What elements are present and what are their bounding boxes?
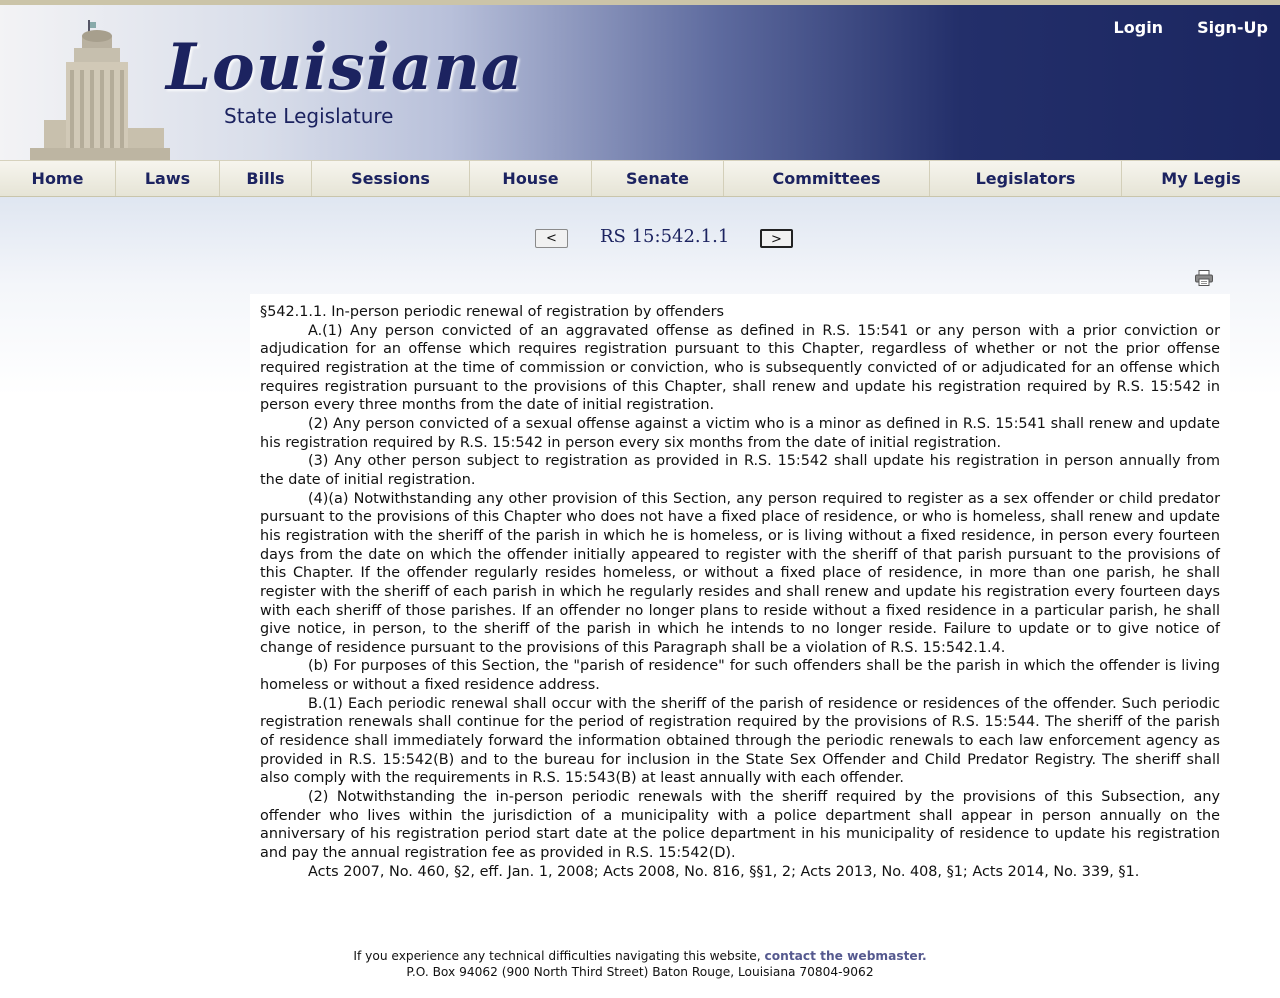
nav-item-bills[interactable]: Bills (220, 161, 312, 196)
nav-item-legislators[interactable]: Legislators (930, 161, 1122, 196)
law-text (260, 303, 1220, 881)
nav-item-sessions[interactable]: Sessions (312, 161, 470, 196)
header-top-border (0, 0, 1280, 5)
law-citation-title: RS 15:542.1.1 (600, 226, 730, 247)
paragraph-a4a: (4)(a) Notwithstanding any other provision of this Section, any person required to register as a sex offender or child predator pursuant to the provisions of this Chapter who does not have a fixed place of residence, or who is homeless, shall renew and update his registration with the sheriff of the parish in which he is homeless, or is living without a fixed residence, in person every fourteen days from the date on which the offender initially appeared to register with the sheriff of that parish pursuant to the provisions of this Chapter. If the offender regularly resides homeless, or without a fixed place of residence, in more than one parish, he shall register with the sheriff of each parish in which he regularly resides and shall renew and update his registration every fourteen days with each sheriff of those parishes. If an offender no longer plans to reside without a fixed residence in a particular parish, he shall give notice, in person, to the sheriff of the parish in which he intends to no longer reside. Failure to update or to give notice of change of residence pursuant to the provisions of this Paragraph shall be a violation of R.S. 15:542.1.4. (260, 490, 1220, 656)
signup-link[interactable]: Sign-Up (1197, 18, 1268, 37)
paragraph-b1: B.(1) Each periodic renewal shall occur with the sheriff of the parish of residence or residences of the offender. Such periodic registration renewals shall continue for the period of registration required by the provisions of R.S. 15:544. The sheriff of the parish of residence shall immediately forward the information obtained through the periodic renewals to each law enforcement agency as provided in R.S. 15:542(B) and to the bureau for inclusion in the State Sex Offender and Child Predator Registry. The sheriff shall also comply with the requirements in R.S. 15:543(B) at least annually with each offender. (260, 695, 1220, 787)
next-section-button[interactable]: > (760, 229, 793, 248)
logo-script-text: Louisiana (166, 30, 524, 105)
logo-subtitle: State Legislature (224, 104, 394, 128)
footer-help-text: If you experience any technical difficulties navigating this website, (353, 949, 761, 963)
footer-address: P.O. Box 94062 (900 North Third Street) Baton Rouge, Louisiana 70804-9062 (406, 965, 874, 979)
nav-item-committees[interactable]: Committees (724, 161, 930, 196)
nav-item-senate[interactable]: Senate (592, 161, 724, 196)
paragraph-a2: (2) Any person convicted of a sexual offense against a victim who is a minor as defined in R.S. 15:541 shall renew and update his registration required by R.S. 15:542 in person every six months from the date of initial registration. (260, 415, 1220, 451)
paragraph-a3: (3) Any other person subject to registration as provided in R.S. 15:542 shall update his registration in person annually from the date of initial registration. (260, 453, 1220, 488)
previous-section-button[interactable]: < (535, 229, 568, 248)
contact-webmaster-link[interactable]: contact the webmaster. (764, 949, 927, 963)
nav-item-home[interactable]: Home (0, 161, 116, 196)
main-nav (0, 160, 1280, 197)
law-pager (535, 226, 797, 250)
nav-item-house[interactable]: House (470, 161, 592, 196)
printer-icon[interactable] (1195, 270, 1213, 286)
section-heading: §542.1.1. In-person periodic renewal of registration by offenders (260, 304, 725, 320)
paragraph-a1: A.(1) Any person convicted of an aggravated offense as defined in R.S. 15:541 or any person with a prior conviction or adjudication for an offense which requires registration pursuant to this Chapter, regardless of whether or not the prior offense required registration at the time of commission or conviction, who is subsequently convicted of or adjudicated for an offense which requires registration pursuant to the provisions of this Chapter, shall renew and update his registration required by R.S. 15:542 in person every three months from the date of initial registration. (260, 322, 1220, 414)
site-header (0, 0, 1280, 160)
login-link[interactable]: Login (1113, 18, 1164, 37)
nav-item-laws[interactable]: Laws (116, 161, 220, 196)
account-links (1114, 18, 1268, 37)
nav-item-my-legis[interactable]: My Legis (1161, 169, 1241, 188)
paragraph-b2: (2) Notwithstanding the in-person periodic renewals with the sheriff required by the provisions of this Subsection, any offender who lives within the jurisdiction of a municipality with a police department shall appear in person annually on the anniversary of his registration period start date at the police department in his municipality of residence to update his registration and pay the annual registration fee as provided in R.S. 15:542(D). (260, 789, 1220, 862)
capitol-building-image (30, 20, 170, 160)
footer-help-line (0, 948, 1280, 964)
paragraph-a4b: (b) For purposes of this Section, the "parish of residence" for such offenders shall be the parish in which the offender is living homeless or without a fixed residence address. (260, 658, 1220, 694)
law-document (250, 294, 1230, 940)
site-footer (0, 948, 1280, 980)
acts-history: Acts 2007, No. 460, §2, eff. Jan. 1, 2008; Acts 2008, No. 816, §§1, 2; Acts 2013, No. 408, §1; Acts 2014, No. 339, §1. (308, 863, 1140, 880)
